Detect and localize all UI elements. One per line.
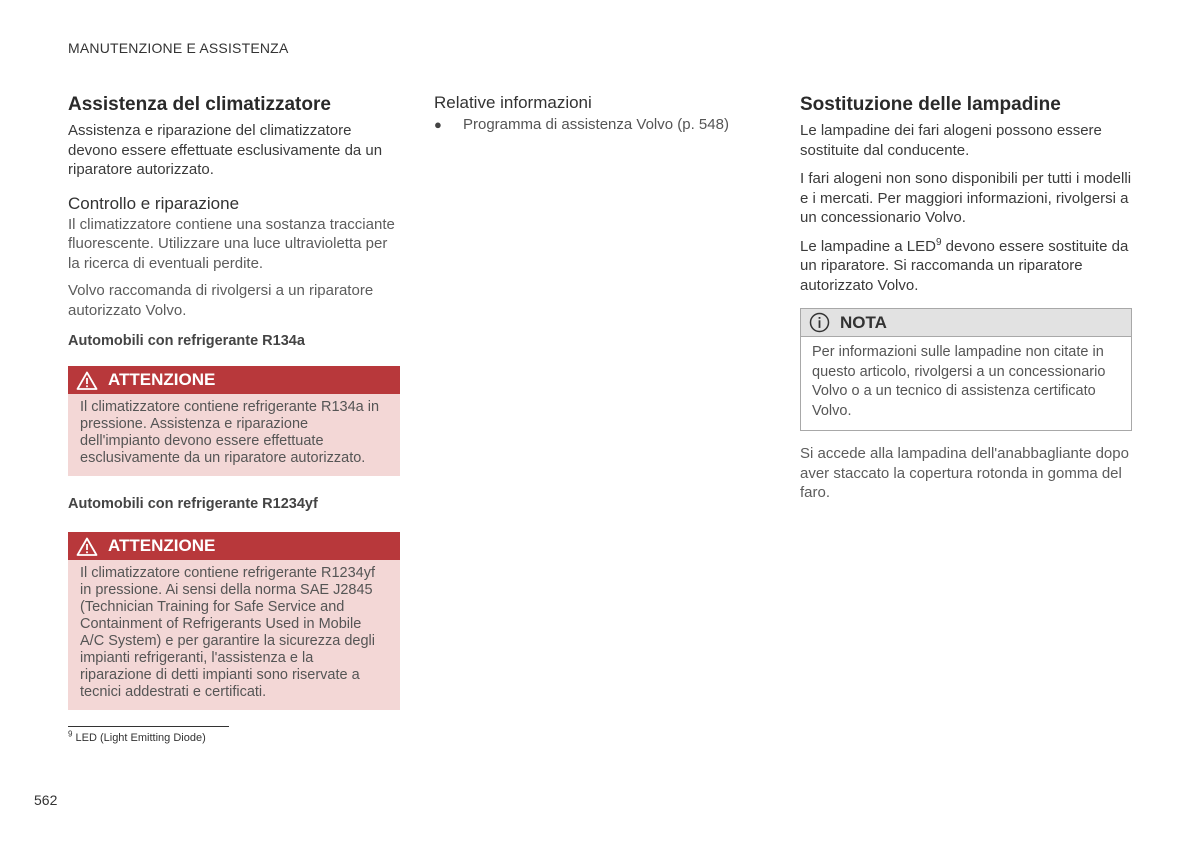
note-header <box>801 309 1131 337</box>
warning-triangle-icon <box>76 371 98 390</box>
info-icon <box>809 312 830 333</box>
halogen-paragraph: Le lampadine dei fari alogeni possono essere sostituite dal conducente. <box>800 122 1102 159</box>
section-title-climate-service: Assistenza del climatizzatore <box>68 94 331 115</box>
column-right <box>800 93 1132 501</box>
bullet-icon: ● <box>434 117 442 132</box>
low-beam-paragraph: Si accede alla lampadina dell'anabbagliante dopo aver staccato la copertura rotonda in gomma del faro. <box>800 445 1129 501</box>
note-box <box>800 308 1132 431</box>
intro-paragraph: Assistenza e riparazione del climatizzatore devono essere effettuate esclusivamente da un riparatore autorizzato. <box>68 122 383 178</box>
column-left <box>68 93 400 700</box>
warning-title: ATTENZIONE <box>108 370 216 389</box>
warning-box-r1234yf <box>68 532 400 710</box>
section-title-bulb-replacement: Sostituzione delle lampadine <box>800 94 1061 115</box>
warning-triangle-icon <box>76 537 98 556</box>
footnote: $^9$ LED (Light Emitting Diode) <box>68 729 206 744</box>
subsection-title-check-repair: Controllo e riparazione <box>68 193 240 213</box>
availability-paragraph: I fari alogeni non sono disponibili per tutti i modelli e i mercati. Per maggiori informazioni, rivolgersi a un concessionario Volvo. <box>800 170 1132 226</box>
related-link-item[interactable] <box>434 115 754 134</box>
warning-text: Il climatizzatore contiene refrigerante R1234yf in pressione. Ai sensi della norma SAE J2845 (Technician Training for Safe Service and Containment of Refrigerants Used in Mobile A/C System) e per garantire la sicurezza degli impianti refrigeranti, l'assistenza e la riparazione di detti impianti sono riservate a tecnici addestrati e certificati. <box>80 565 375 700</box>
column-middle <box>434 93 754 134</box>
warning-text: Il climatizzatore contiene refrigerante R134a in pressione. Assistenza e riparazione dell'impianto devono essere effettuate esclusivamente da un riparatore autorizzato. <box>80 399 380 466</box>
footnote-ref[interactable]: 9 <box>935 236 942 248</box>
tracer-paragraph: Il climatizzatore contiene una sostanza tracciante fluorescente. Utilizzare una luce ultravioletta per la ricerca di eventuali perdite. <box>68 215 395 272</box>
footnote-divider <box>68 726 229 727</box>
label-r134a: Automobili con refrigerante R134a <box>68 333 305 349</box>
warning-title: ATTENZIONE <box>108 536 216 555</box>
warning-box-r134a <box>68 366 400 476</box>
running-header: MANUTENZIONE E ASSISTENZA <box>68 40 289 56</box>
label-r1234yf: Automobili con refrigerante R1234yf <box>68 496 318 512</box>
page-number: 562 <box>34 792 58 808</box>
led-paragraph: Le lampadine a LED$^9$ devono essere sostituite da un riparatore. Si raccomanda un riparatore autorizzato Volvo. <box>800 236 1129 294</box>
note-title: NOTA <box>840 312 887 332</box>
note-text: Per informazioni sulle lampadine non citate in questo articolo, rivolgersi a un concessionario Volvo o a un tecnico di assistenza certificato Volvo. <box>812 344 1106 419</box>
related-link[interactable]: Programma di assistenza Volvo (p. 548) <box>463 116 729 133</box>
warning-header <box>68 366 400 394</box>
related-info-title: Relative informazioni <box>434 93 592 112</box>
warning-header <box>68 532 400 560</box>
recommendation-paragraph: Volvo raccomanda di rivolgersi a un riparatore autorizzato Volvo. <box>68 282 374 319</box>
